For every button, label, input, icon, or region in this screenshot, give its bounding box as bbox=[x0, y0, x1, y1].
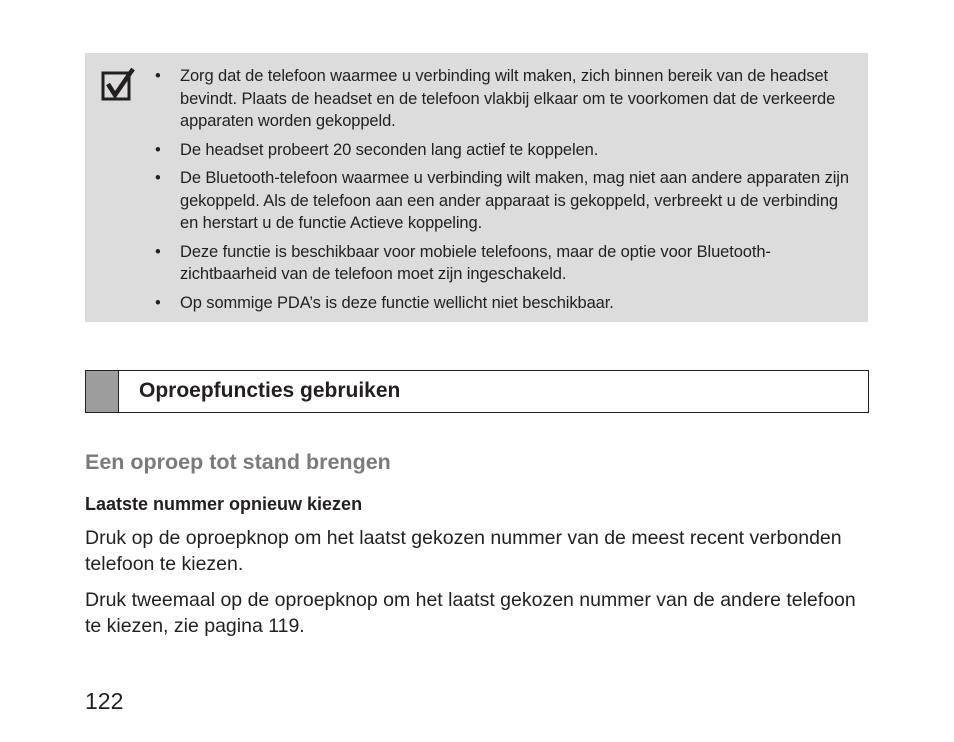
bullet: • bbox=[155, 169, 161, 187]
bullet: • bbox=[155, 293, 161, 312]
note-text: Deze functie is beschikbaar voor mobiele telefoons, maar de optie voor Bluetooth-zichtbaarheid van de telefoon moet zijn ingeschakeld. bbox=[180, 242, 771, 283]
note-box bbox=[85, 53, 868, 322]
topic-title: Laatste nummer opnieuw kiezen bbox=[85, 494, 363, 514]
checkbox-checked-icon bbox=[101, 67, 137, 101]
note-text: Zorg dat de telefoon waarmee u verbinding wilt maken, zich binnen bereik van de headset bevindt. Plaats de headset en de telefoon vlakbij elkaar om te voorkomen dat de verkeerde apparaten worden gekoppeld. bbox=[180, 67, 836, 130]
section-tab-marker bbox=[86, 371, 119, 412]
bullet: • bbox=[155, 140, 161, 159]
section-title: Oproepfuncties gebruiken bbox=[139, 379, 401, 402]
note-item bbox=[149, 65, 859, 133]
note-text: De Bluetooth-telefoon waarmee u verbinding wilt maken, mag niet aan andere apparaten zijn gekoppeld. Als de telefoon aan een ander apparaat is gekoppeld, verbreekt u de verbinding en herstart u de functie Actieve koppeling. bbox=[180, 169, 849, 232]
note-item bbox=[149, 139, 859, 162]
note-text: De headset probeert 20 seconden lang actief te koppelen. bbox=[180, 140, 599, 159]
body-paragraph: Druk op de oproepknop om het laatst gekozen nummer van de meest recent verbonden telefoon te kiezen. bbox=[85, 527, 842, 575]
note-item bbox=[149, 292, 859, 315]
body-paragraph: Druk tweemaal op de oproepknop om het laatst gekozen nummer van de andere telefoon te kiezen, zie pagina 119. bbox=[85, 589, 856, 637]
note-text: Op sommige PDA’s is deze functie wellicht niet beschikbaar. bbox=[180, 293, 614, 312]
bullet: • bbox=[155, 242, 161, 261]
section-header bbox=[85, 370, 869, 413]
note-item bbox=[149, 167, 859, 235]
bullet: • bbox=[155, 67, 161, 85]
page-number: 122 bbox=[85, 688, 124, 714]
note-item bbox=[149, 241, 859, 286]
note-list bbox=[149, 65, 859, 320]
subsection-title: Een oproep tot stand brengen bbox=[85, 450, 391, 474]
